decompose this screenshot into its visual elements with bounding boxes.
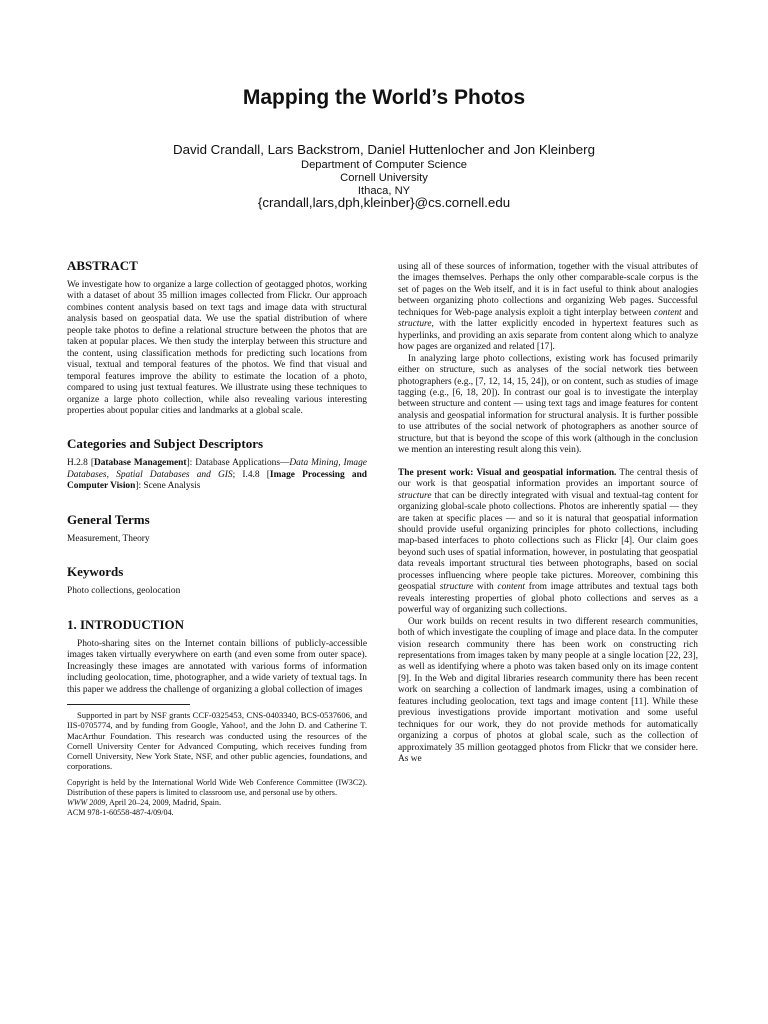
abstract-heading: ABSTRACT [67,258,138,273]
author-list: David Crandall, Lars Backstrom, Daniel Huttenlocher and Jon Kleinberg [172,142,596,157]
intro-continued-paragraph: using all of these sources of information, together with the visual attributes of the images themselves. Perhaps the only other comparable-scale corpus is the set of pages on the Web itself, and it is in fact useful to think about analogies between organizing photo collections and organizing Web pages. Successful techniques for Web-page analysis exploit a tight interplay between content and structure, with the latter explicitly encoded in hypertext features such as hyperlinks, and providing an axis separate from content along which to analyze how pages are organized and related [17]. [398,262,699,353]
abstract-text: We investigate how to organize a large collection of geotagged photos, working with a dataset of about 35 million images collected from Flickr. Our approach combines content analysis based on text tags and image data with structural analysis based on geospatial data. We use the spatial distribution of where people take photos to define a relational structure between the photos that are taken at popular places. We then study the interplay between this structure and the content, using classification methods for predicting such locations from visual, textual and temporal features of the photos. We find that visual and temporal features improve the ability to estimate the location of a photo, compared to using just textual features. We illustrate using these techniques to organize a large photo collection, while also revealing various interesting properties about popular cities and landmarks at a global scale. [67,280,367,416]
related-work-paragraph: In analyzing large photo collections, existing work has focused primarily either on structure, such as analyses of the social network ties between photographers (e.g., [7, 12, 14, 15, 24]), or on content, such as studies of image tagging (e.g., [6, 18, 20]). In contrast our goal is to investigate the interplay between structure and content — using text tags and image features for content analysis and geospatial information for structural analysis. It is further possible to use attributes of the social network of photographers as another source of structure, but that is beyond the scope of this work (although in the conclusion we mention an interesting result along this vein). [398,353,698,456]
paper-title: Mapping the World’s Photos [242,86,526,109]
funding-footnote: Supported in part by NSF grants CCF-0325453, CNS-0403340, BCS-0537606, and IIS-0705774, and by funding from Google, Yahoo!, and the John D. and Catherine T. MacArthur Foundation. This research was conducted using the resources of the Cornell University Center for Advanced Computing, which receives funding from Cornell University, New York State, NSF, and other public agencies, foundations, and corporations. [67,709,367,772]
research-communities-paragraph: Our work builds on recent results in two different research communities, both of which investigate the coupling of image and place data. In the computer vision research community there has been work on constructing rich representations from images taken by many people at a single location [22, 23], as well as identifying where a photo was taken based only on its image content [9]. In the Web and digital libraries research community there has been recent work on searching a collection of landmark images, using a combination of features including geolocation, text tags and image content [11]. While these previous investigations provide important motivation and some useful techniques for our work, they do not provide methods for automatically organizing a corpus of photos at global scale, such as the collection of approximately 35 million geotagged photos from Flickr that we consider here. As we [398,616,698,765]
affiliation-university: Cornell University [340,172,428,184]
affiliation-department: Department of Computer Science [300,159,468,171]
categories-text: H.2.8 [Database Management]: Database Applications—Data Mining, Image Databases, Spatial Databases and GIS; I.4.8 [Image Processing and Computer Vision]: Scene Analysis [67,458,367,492]
introduction-heading: 1. INTRODUCTION [67,616,185,632]
footnote-divider [67,704,190,705]
author-emails: {crandall,lars,dph,kleinber}@cs.cornell.edu [257,195,511,210]
introduction-paragraph: Photo-sharing sites on the Internet contain billions of publicly-accessible images taken virtually everywhere on earth (and even some from outer space). Increasingly these images are annotated with various forms of information including geolocation, time, photographer, and a wide variety of textual tags. In this paper we address the challenge of organizing a global collection of images [67,638,367,695]
categories-heading: Categories and Subject Descriptors [67,436,264,452]
copyright-notice: Copyright is held by the International World Wide Web Conference Committee (IW3C2). Distribution of these papers is limited to classroom use, and personal use by others. WWW 2009, April 20–24, 2009, Madrid, Spain. ACM 978-1-60558-487-4/09/04. [67,777,367,817]
keywords-heading: Keywords [67,564,124,580]
left-column [67,258,367,818]
general-terms-heading: General Terms [67,511,150,527]
keywords-text: Photo collections, geolocation [67,586,181,597]
general-terms-text: Measurement, Theory [67,533,150,544]
right-column [398,262,698,765]
affiliation-city: Ithaca, NY [357,185,411,197]
present-work-paragraph: The present work: Visual and geospatial information. The central thesis of our work is that geospatial information provides an important source of structure that can be directly integrated with visual and textual-tag content for organizing global-scale photo collections. Photos are inherently spatial — they are taken at specific places — and so it is natural that geospatial information should provide useful organizing principles for photo collections, including map-based interfaces to photo collections such as Flickr [4]. Our claim goes beyond such uses of spatial information, however, in postulating that geospatial data reveals important structural ties between photographs, based on social processes influencing where people take pictures. Moreover, combining this geospatial structure with content from image attributes and textual tags both reveals interesting properties of global photo collections and serves as a powerful way of organizing such collections. [398,467,698,616]
